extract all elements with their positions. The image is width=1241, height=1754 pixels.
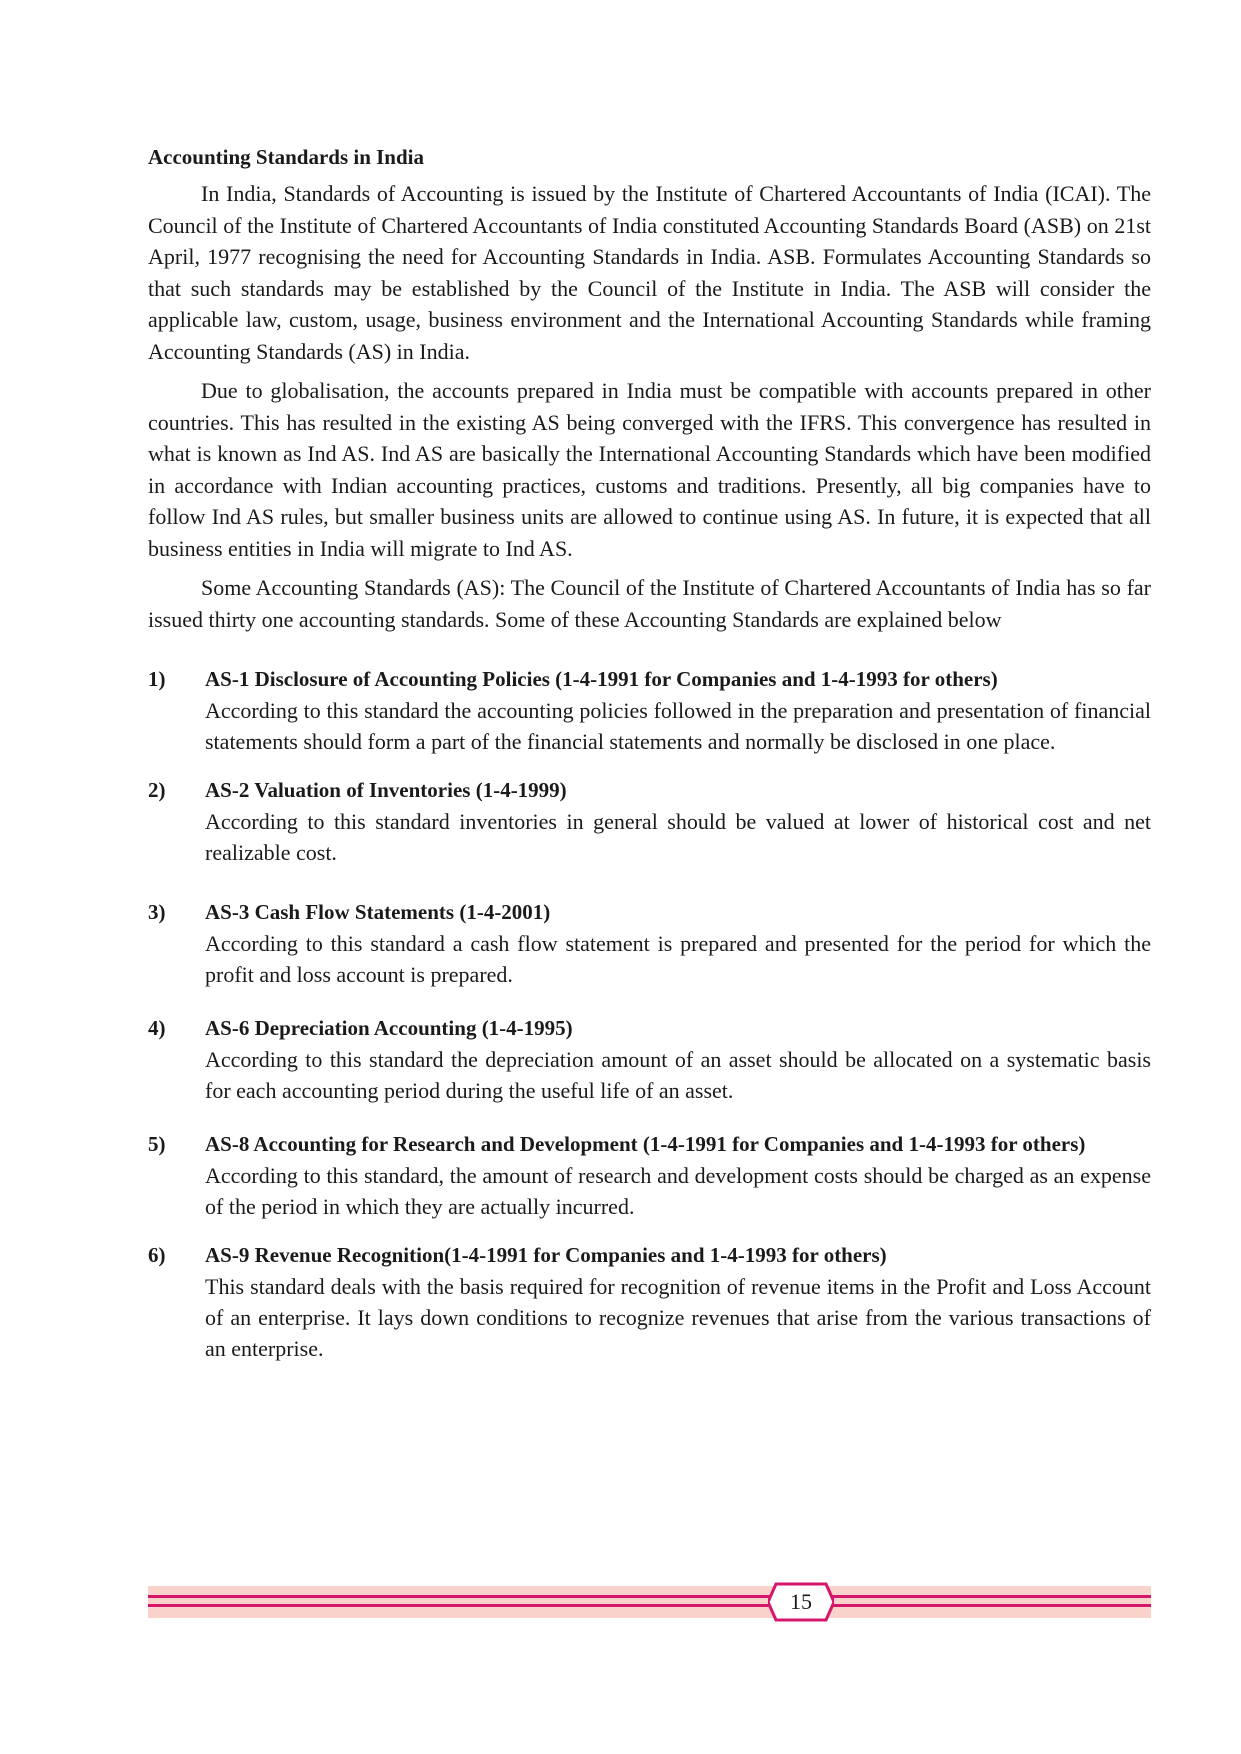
item-number: 1)	[148, 667, 166, 691]
section-heading: Accounting Standards in India	[148, 145, 425, 169]
item-title: AS-3 Cash Flow Statements (1-4-2001)	[205, 900, 551, 924]
item-body: According to this standard, the amount of research and development costs should be charged as an expense of the period in which they are actually incurred.	[205, 1163, 1151, 1219]
item-title: AS-9 Revenue Recognition(1-4-1991 for Companies and 1-4-1993 for others)	[205, 1243, 887, 1267]
list-item	[148, 1239, 1151, 1364]
list-item	[148, 1128, 1151, 1222]
paragraph-ind-as: Due to globalisation, the accounts prepared in India must be compatible with accounts prepared in other countries. This has resulted in the existing AS being converged with the IFRS. This convergence has resulted in what is known as Ind AS. Ind AS are basically the International Accounting Standards which have been modified in accordance with Indian accounting practices, customs and traditions. Presently, all big companies have to follow Ind AS rules, but smaller business units are allowed to continue using AS. In future, it is expected that all business entities in India will migrate to Ind AS.	[148, 378, 1151, 561]
item-number: 6)	[148, 1243, 166, 1267]
item-title: AS-2 Valuation of Inventories (1-4-1999)	[205, 778, 567, 802]
footer-rule	[148, 1595, 1151, 1598]
list-item	[148, 896, 1151, 990]
item-body: According to this standard the depreciation amount of an asset should be allocated on a systematic basis for each accounting period during the useful life of an asset.	[205, 1047, 1151, 1103]
page-number: 15	[790, 1589, 812, 1614]
list-item	[148, 663, 1151, 757]
item-title: AS-1 Disclosure of Accounting Policies (1-4-1991 for Companies and 1-4-1993 for others)	[205, 667, 998, 691]
item-body: According to this standard the accounting policies followed in the preparation and presentation of financial statements should form a part of the financial statements and normally be disclosed in one place.	[205, 698, 1151, 754]
page-content	[148, 142, 1151, 1381]
list-item	[148, 1012, 1151, 1106]
item-number: 3)	[148, 900, 166, 924]
page-footer	[148, 1582, 1151, 1622]
item-number: 4)	[148, 1016, 166, 1040]
item-body: According to this standard inventories in general should be valued at lower of historical cost and net realizable cost.	[205, 809, 1151, 865]
item-title: AS-6 Depreciation Accounting (1-4-1995)	[205, 1016, 573, 1040]
footer-rule	[148, 1604, 1151, 1607]
item-title: AS-8 Accounting for Research and Development (1-4-1991 for Companies and 1-4-1993 for others)	[205, 1132, 1086, 1156]
paragraph-icai: In India, Standards of Accounting is issued by the Institute of Chartered Accountants of India (ICAI). The Council of the Institute of Chartered Accountants of India constituted Accounting Standards Board (ASB) on 21st April, 1977 recognising the need for Accounting Standards in India. ASB. Formulates Accounting Standards so that such standards may be established by the Council of the Institute in India. The ASB will consider the applicable law, custom, usage, business environment and the International Accounting Standards while framing Accounting Standards (AS) in India.	[148, 181, 1151, 364]
item-body: According to this standard a cash flow statement is prepared and presented for the period for which the profit and loss account is prepared.	[205, 931, 1151, 987]
footer-band	[148, 1586, 1151, 1618]
standards-list	[148, 663, 1151, 1364]
paragraph-some-standards: Some Accounting Standards (AS): The Council of the Institute of Chartered Accountants of India has so far issued thirty one accounting standards. Some of these Accounting Standards are explained below	[148, 575, 1151, 632]
list-item	[148, 774, 1151, 868]
item-number: 2)	[148, 778, 166, 802]
page-number-badge	[768, 1582, 834, 1622]
item-body: This standard deals with the basis required for recognition of revenue items in the Profit and Loss Account of an enterprise. It lays down conditions to recognize revenues that arise from the various transactions of an enterprise.	[205, 1274, 1151, 1361]
item-number: 5)	[148, 1132, 166, 1156]
